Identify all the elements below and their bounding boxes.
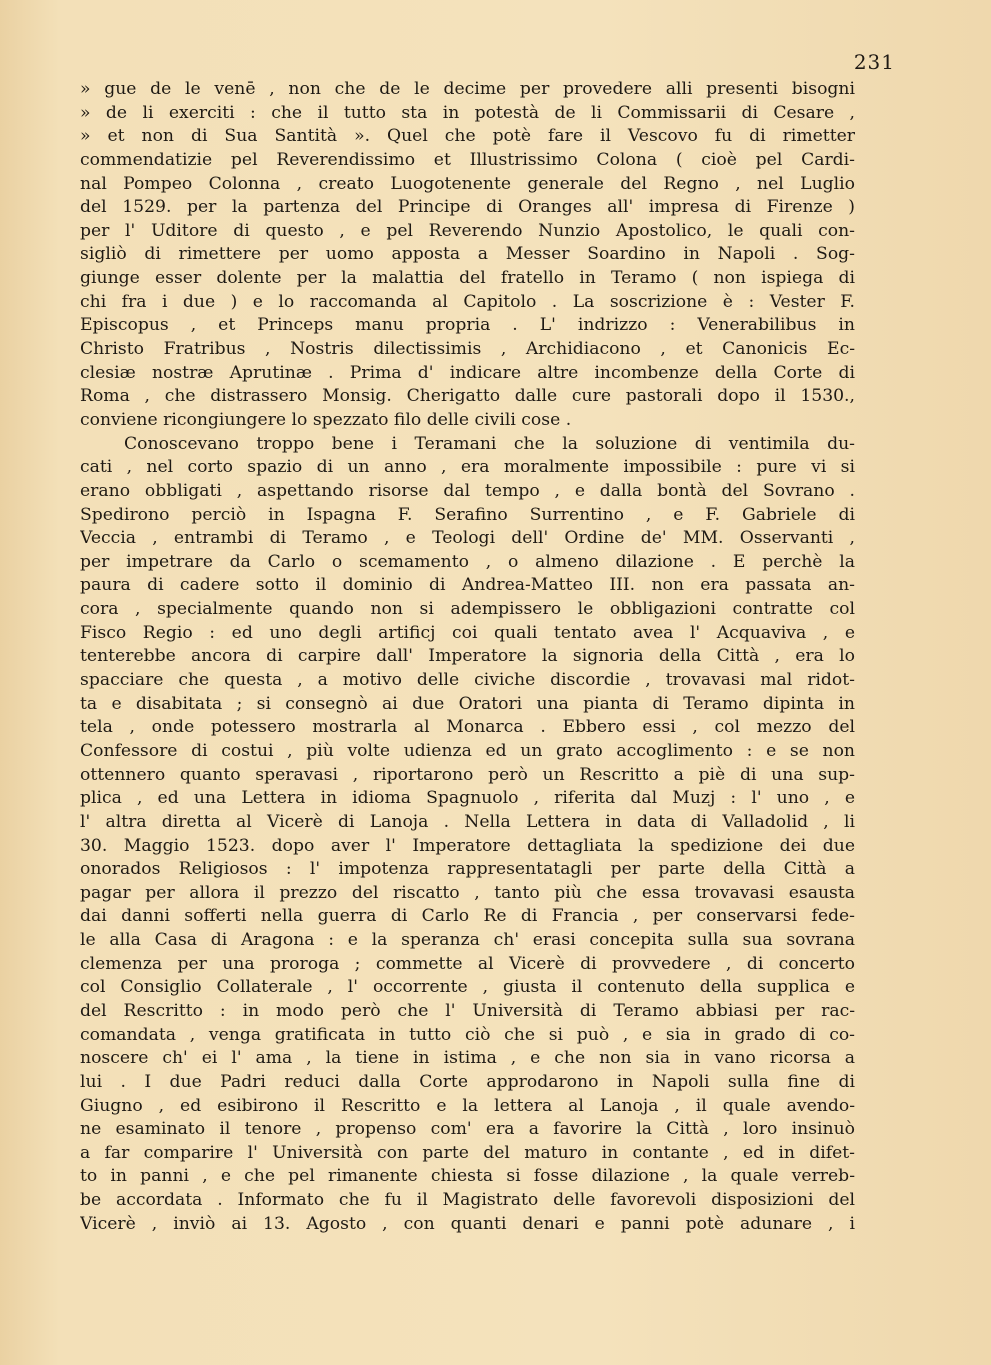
text-line: Episcopus , et Princeps manu propria . L' indrizzo : Venerabilibus in — [80, 315, 855, 336]
text-line: noscere ch' ei l' ama , la tiene in istima , e che non sia in vano ricorsa a — [80, 1048, 855, 1069]
text-line: onorados Religiosos : l' impotenza rappresentatagli per parte della Città a — [80, 859, 855, 880]
text-line: Veccia , entrambi di Teramo , e Teologi dell' Ordine de' MM. Osservanti , — [80, 528, 855, 549]
text-line: l' altra diretta al Vicerè di Lanoja . Nella Lettera in data di Valladolid , li — [80, 811, 855, 832]
text-line: comandata , venga gratificata in tutto ciò che si può , e sia in grado di co- — [80, 1024, 855, 1045]
text-line: » et non di Sua Santità ». Quel che potè fare il Vescovo fu di rimetter — [80, 126, 855, 147]
text-line: nal Pompeo Colonna , creato Luogotenente generale del Regno , nel Luglio — [80, 173, 855, 194]
text-line: per impetrare da Carlo o scemamento , o almeno dilazione . E perchè la — [80, 551, 855, 572]
text-line: pagar per allora il prezzo del riscatto , tanto più che essa trovavasi esausta — [80, 882, 855, 903]
text-line: Fisco Regio : ed uno degli artificj coi quali tentato avea l' Acquaviva , e — [80, 622, 855, 643]
text-line: a far comparire l' Università con parte del maturo in contante , ed in difet- — [80, 1142, 855, 1163]
text-line: clemenza per una proroga ; commette al Vicerè di provvedere , di concerto — [80, 953, 855, 974]
text-line: » de li exerciti : che il tutto sta in potestà de li Commissarii di Cesare , — [80, 102, 855, 123]
text-line: per l' Uditore di questo , e pel Reverendo Nunzio Apostolico, le quali con- — [80, 220, 855, 241]
text-line: cora , specialmente quando non si adempissero le obbligazioni contratte col — [80, 599, 855, 620]
text-line: tela , onde potessero mostrarla al Monarca . Ebbero essi , col mezzo del — [80, 717, 855, 738]
text-line: spacciare che questa , a motivo delle civiche discordie , trovavasi mal ridot- — [80, 670, 855, 691]
text-line: paura di cadere sotto il dominio di Andrea-Matteo III. non era passata an- — [80, 575, 855, 596]
text-line: le alla Casa di Aragona : e la speranza ch' erasi concepita sulla sua sovrana — [80, 930, 855, 951]
text-line: col Consiglio Collaterale , l' occorrente , giusta il contenuto della supplica e — [80, 977, 855, 998]
text-line: plica , ed una Lettera in idioma Spagnuolo , riferita dal Muzj : l' uno , e — [80, 788, 855, 809]
text-line: Christo Fratribus , Nostris dilectissimis , Archidiacono , et Canonicis Ec- — [80, 339, 855, 360]
text-line: Roma , che distrassero Monsig. Cherigatto dalle cure pastorali dopo il 1530., — [80, 386, 855, 407]
text-line: 30. Maggio 1523. dopo aver l' Imperatore dettagliata la spedizione dei due — [80, 835, 855, 856]
text-line: ta e disabitata ; si consegnò ai due Oratori una pianta di Teramo dipinta in — [80, 693, 855, 714]
text-line: Vicerè , inviò ai 13. Agosto , con quanti denari e panni potè adunare , i — [80, 1213, 855, 1234]
text-line: clesiæ nostræ Aprutinæ . Prima d' indicare altre incombenze della Corte di — [80, 362, 855, 383]
text-line: ne esaminato il tenore , propenso com' era a favorire la Città , loro insinuò — [80, 1119, 855, 1140]
body-text — [80, 78, 855, 1236]
text-line: chi fra i due ) e lo raccomanda al Capitolo . La soscrizione è : Vester F. — [80, 291, 855, 312]
text-line: lui . I due Padri reduci dalla Corte approdarono in Napoli sulla fine di — [80, 1071, 855, 1092]
text-line: » gue de le venē , non che de le decime per provedere alli presenti bisogni — [80, 79, 855, 99]
text-line: to in panni , e che pel rimanente chiesta si fosse dilazione , la quale verreb- — [80, 1166, 855, 1187]
text-line: cati , nel corto spazio di un anno , era moralmente impossibile : pure vi si — [80, 457, 855, 478]
text-line: commendatizie pel Reverendissimo et Illustrissimo Colona ( cioè pel Cardi- — [80, 149, 855, 170]
text-line: Spedirono perciò in Ispagna F. Serafino Surrentino , e F. Gabriele di — [80, 504, 855, 525]
text-line: Giugno , ed esibirono il Rescritto e la lettera al Lanoja , il quale avendo- — [80, 1095, 855, 1116]
text-line: tenterebbe ancora di carpire dall' Imperatore la signoria della Città , era lo — [80, 646, 855, 667]
text-line: giunge esser dolente per la malattia del fratello in Teramo ( non ispiega di — [80, 268, 855, 289]
page-number: 231 — [853, 50, 895, 74]
text-line: be accordata . Informato che fu il Magistrato delle favorevoli disposizioni del — [80, 1190, 855, 1211]
text-line: del Rescritto : in modo però che l' Università di Teramo abbiasi per rac- — [80, 1000, 855, 1021]
paragraph-end-line: conviene ricongiungere lo spezzato filo delle civili cose . — [80, 409, 572, 430]
text-line: erano obbligati , aspettando risorse dal tempo , e dalla bontà del Sovrano . — [80, 480, 855, 501]
text-line: ottennero quanto speravasi , riportarono però un Rescritto a piè di una sup- — [80, 764, 855, 785]
text-line: del 1529. per la partenza del Principe di Oranges all' impresa di Firenze ) — [80, 197, 855, 218]
paragraph-start-line: Conoscevano troppo bene i Teramani che la soluzione di ventimila du- — [124, 433, 855, 454]
text-line: dai danni sofferti nella guerra di Carlo Re di Francia , per conservarsi fede- — [80, 906, 855, 927]
text-line: sigliò di rimettere per uomo apposta a Messer Soardino in Napoli . Sog- — [80, 244, 855, 265]
text-line: Confessore di costui , più volte udienza ed un grato accoglimento : e se non — [80, 740, 855, 761]
